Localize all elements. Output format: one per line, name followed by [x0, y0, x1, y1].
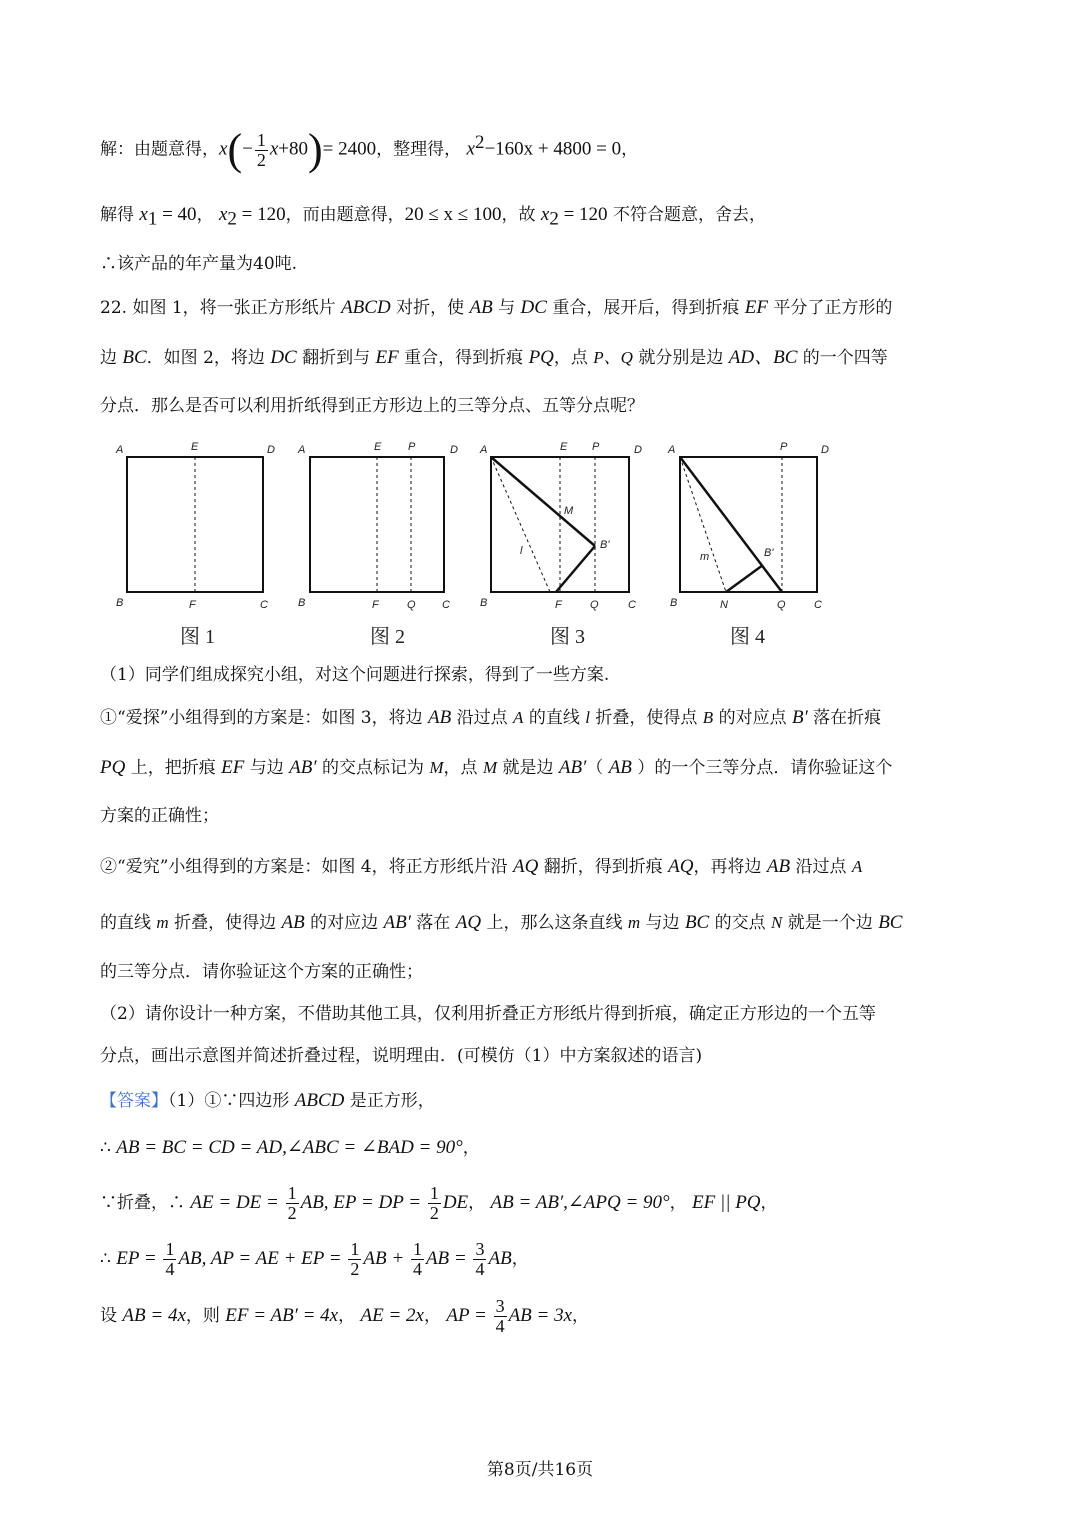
label-C-4: C	[814, 599, 822, 611]
answer-tag: 【答案】	[100, 1091, 168, 1111]
text: ，而由题意得，	[285, 205, 405, 225]
label-A-2: A	[298, 444, 306, 456]
part1-a-line-2: PQ 上，把折痕 EF 与边 AB′ 的交点标记为 M，点 M 就是边 AB′（ AB ）的一个三等分点．请你验证这个	[100, 757, 893, 778]
label-B-4: B	[670, 597, 678, 609]
label-E-3: E	[560, 441, 568, 453]
text: ，故	[501, 205, 541, 225]
label-D-3: D	[634, 444, 642, 456]
label-P-4: P	[780, 441, 788, 453]
fold-line-m	[680, 457, 726, 592]
page-footer: 第8页/共16页	[486, 1460, 594, 1480]
part2-line-2: 分点，画出示意图并简述折叠过程，说明理由．(可模仿（1）中方案叙述的语言)	[100, 1046, 703, 1066]
part1-a-line-3: 方案的正确性；	[100, 806, 219, 826]
answer-line-5: 设 AB = 4x，则 EF = AB′ = 4x， AE = 2x， AP = $\frac{3}{4}$ AB = 3x，	[100, 1296, 590, 1336]
text: ，	[621, 139, 639, 160]
figure-1	[127, 457, 263, 592]
part1-intro: （1）同学们组成探究小组，对这个问题进行探索，得到了一些方案.	[100, 665, 610, 685]
label-Q-2: Q	[407, 599, 416, 611]
label-B-3: B	[480, 597, 488, 609]
figure-4	[680, 457, 817, 592]
caption-fig-3: 图 3	[550, 626, 585, 648]
label-F-1: F	[189, 599, 196, 611]
segment-ABprime	[491, 457, 595, 546]
paren: (	[227, 125, 243, 174]
label-A-1: A	[116, 444, 124, 456]
text: 解：由题意得，	[100, 139, 219, 160]
part1-b-line-3: 的三等分点．请你验证这个方案的正确性；	[100, 962, 423, 982]
math-var: x	[219, 138, 228, 160]
math-var: x	[466, 138, 475, 160]
segment-BprimeF	[556, 546, 595, 592]
math-term: +80	[278, 138, 308, 160]
math-op: −	[242, 138, 253, 160]
figure-3	[491, 457, 629, 592]
solution-line-3: ∴该产品的年产量为40吨.	[100, 254, 298, 274]
crease-AQ	[680, 457, 782, 592]
segment-BprimeN	[726, 565, 763, 592]
label-E-2: E	[374, 441, 382, 453]
label-D-1: D	[267, 444, 275, 456]
caption-fig-4: 图 4	[730, 626, 765, 648]
label-C-1: C	[260, 599, 268, 611]
label-Bprime-3: B'	[600, 539, 610, 551]
label-C-2: C	[442, 599, 450, 611]
label-l-3: l	[520, 545, 523, 557]
paren: )	[307, 125, 323, 174]
answer-line-1: 【答案】（1）①∵四边形 ABCD 是正方形，	[100, 1090, 435, 1111]
label-A-3: A	[480, 444, 488, 456]
fold-line-l	[491, 457, 550, 592]
label-A-4: A	[668, 444, 676, 456]
label-Q-3: Q	[590, 599, 599, 611]
solution-line-2: 解得 $x_1 = 40$， $x_2 = 120$，而由题意得，20 ≤ x ≤ 100，故 $x_2 = 120$ 不符合题意，舍去，	[100, 204, 766, 230]
problem22-line-2: 边 BC．如图 2，将边 DC 翻折到与 EF 重合，得到折痕 PQ，点 P、Q 就分别是边 AD、BC 的一个四等	[100, 347, 888, 368]
math-term: 20 ≤ x ≤ 100	[404, 204, 502, 225]
text: 不符合题意，舍去，	[607, 205, 766, 225]
math-var: x	[269, 138, 279, 160]
label-D-4: D	[821, 444, 829, 456]
part2-line-1: （2）请你设计一种方案，不借助其他工具，仅利用折叠正方形纸片得到折痕，确定正方形边的一个五等	[100, 1004, 876, 1024]
label-P-2: P	[408, 441, 416, 453]
part1-b-line-1: ②“爱究”小组得到的方案是：如图 4，将正方形纸片沿 AQ 翻折，得到折痕 AQ，再将边 AB 沿过点 A	[100, 856, 863, 877]
label-F-3: F	[555, 599, 562, 611]
part1-b-line-2: 的直线 m 折叠，使得边 AB 的对应边 AB′ 落在 AQ 上，那么这条直线 m 与边 BC 的交点 N 就是一个边 BC	[100, 912, 903, 933]
caption-fig-2: 图 2	[370, 626, 405, 648]
caption-fig-1: 图 1	[180, 626, 215, 648]
problem22-line-3: 分点．那么是否可以利用折纸得到正方形边上的三等分点、五等分点呢？	[100, 396, 644, 416]
part1-a-line-1: ①“爱探”小组得到的方案是：如图 3，将边 AB 沿过点 A 的直线 l 折叠，使得点 B 的对应点 B′ 落在折痕	[100, 707, 882, 728]
label-B-1: B	[116, 597, 124, 609]
figure-2	[310, 457, 444, 592]
label-M-3: M	[564, 505, 574, 517]
math-term: = 2400	[322, 138, 377, 160]
figures-diagram	[100, 436, 860, 616]
answer-line-4: ∴ EP = $\frac{1}{4}$ AB, AP = AE + EP = $\frac{1}{2}$ AB + $\frac{1}{4}$ AB = $\frac{3}{4}$ AB，	[100, 1239, 529, 1279]
solution-line-1: 解：由题意得，x(− $\frac{1}{2}$ x+80)= 2400，整理得， $x^2-160x + 4800 = 0$，	[100, 125, 639, 174]
fraction: $\frac{1}{2}$	[256, 129, 266, 170]
problem22-line-1: 22. 如图 1，将一张正方形纸片 ABCD 对折，使 AB 与 DC 重合，展开后，得到折痕 EF 平分了正方形的	[100, 297, 893, 318]
math-term: −160x + 4800 = 0	[484, 138, 622, 160]
label-F-2: F	[372, 599, 379, 611]
label-N-4: N	[720, 599, 728, 611]
answer-line-3: ∵折叠，∴ AE = DE = $\frac{1}{2}$ AB, EP = DP = $\frac{1}{2}$ DE， AB = AB′,∠APQ = 90°， EF || PQ，	[100, 1183, 778, 1223]
label-Bprime-4: B'	[764, 547, 774, 559]
text: 解得	[100, 205, 140, 225]
text: ，整理得，	[376, 139, 462, 160]
label-D-2: D	[450, 444, 458, 456]
square-4	[680, 457, 817, 592]
label-Q-4: Q	[777, 599, 786, 611]
label-B-2: B	[298, 597, 306, 609]
answer-line-2: ∴ AB = BC = CD = AD,∠ABC = ∠BAD = 90°，	[100, 1137, 480, 1158]
label-m-4: m	[700, 551, 710, 563]
label-C-3: C	[628, 599, 636, 611]
label-E-1: E	[191, 441, 199, 453]
label-P-3: P	[592, 441, 600, 453]
